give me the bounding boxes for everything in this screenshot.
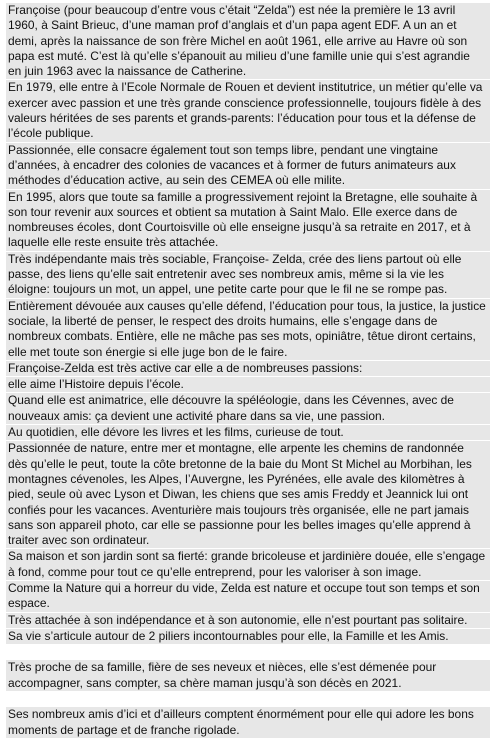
paragraph-career: En 1979, elle entre à l’Ecole Normale de Rouen et devient institutrice, un métier qu’elle va exercer avec passion et une très grande conscience professionnelle, toujours fidèle à des valeurs héritées de ses parents et grands-parents: l’éducation pour tous et la défense de l’école publique. xyxy=(6,79,490,141)
paragraph-birth: Françoise (pour beaucoup d’entre vous c’était “Zelda”) est née la première le 13 avril 1960, à Saint Brieuc, d’une maman prof d’anglais et d’un papa agent EDF. A un an et demi, après la naissance de son frère Michel en août 1961, elle arrive au Havre où son papa est muté. C’est là qu’elle s’épanouit au milieu d’une famille unie qui s’est agrandie en juin 1963 avec la naissance de Catherine. xyxy=(6,2,490,79)
paragraph-bretagne: En 1995, alors que toute sa famille a progressivement rejoint la Bretagne, elle souhaite à son tour revenir aux sources et obtient sa mutation à Saint Malo. Elle exerce dans de nombreuses écoles, dont Courtoisville où elle enseigne jusqu’à sa retraite en 2017, et à laquelle elle reste ensuite très attachée. xyxy=(6,189,490,251)
paragraph-independence: Très attachée à son indépendance et à son autonomie, elle n’est pourtant pas solitaire. xyxy=(6,612,490,628)
paragraph-pillars: Sa vie s’articule autour de 2 piliers incontournables pour elle, la Famille et les Amis. xyxy=(6,628,490,644)
paragraph-causes: Entièrement dévouée aux causes qu’elle défend, l’éducation pour tous, la justice, la justice sociale, la liberté de penser, le respect des droits humains, elle s’engage dans de nombreux combats. Entière, elle ne mâche pas ses mots, opiniâtre, têtue diront certains, elle met toute son énergie si elle juge bon de le faire. xyxy=(6,298,490,360)
paragraph-books-films: Au quotidien, elle dévore les livres et les films, curieuse de tout. xyxy=(6,424,490,440)
paragraph-nature: Passionnée de nature, entre mer et montagne, elle arpente les chemins de randonnée dès qu’elle le peut, toute la côte bretonne de la baie du Mont St Michel au Morbihan, les montagnes cévenoles, les Alpes, l’Auvergne, les Pyrénées, elle avale des kilomètres à pied, seule où avec Lyson et Diwan, les chiens que ses amis Freddy et Jeannick lui ont confiés pour les vacances. Aventurière mais toujours très organisée, elle ne part jamais sans son appareil photo, car elle se passionne pour les belles images qu’elle apprend à traiter avec son ordinateur. xyxy=(6,440,490,548)
blank-line xyxy=(6,691,490,706)
paragraph-sociable: Très indépendante mais très sociable, Françoise- Zelda, crée des liens partout où elle passe, des liens qu’elle sait entretenir avec ses nombreux amis, même si la vie les éloigne: toujours un mot, un appel, une petite carte pour que le fil ne se rompe pas. xyxy=(6,251,490,298)
paragraph-house-garden: Sa maison et son jardin sont sa fierté: grande bricoleuse et jardinière douée, elle s’engage à fond, comme pour tout ce qu’elle entreprend, pour les valoriser à son image. xyxy=(6,548,490,580)
paragraph-nature-void: Comme la Nature qui a horreur du vide, Zelda est nature et occupe tout son temps et son espace. xyxy=(6,580,490,612)
paragraph-passions-intro: Françoise-Zelda est très active car elle a de nombreuses passions: xyxy=(6,360,490,376)
paragraph-speleology: Quand elle est animatrice, elle découvre la spéléologie, dans les Cévennes, avec de nouveaux amis: ça devient une activité phare dans sa vie, une passion. xyxy=(6,392,490,424)
paragraph-family: Très proche de sa famille, fière de ses neveux et nièces, elle s’est démenée pour accompagner, sans compter, sa chère maman jusqu’à son décès en 2021. xyxy=(6,659,490,691)
paragraph-friends: Ses nombreux amis d’ici et d’ailleurs comptent énormément pour elle qui adore les bons moments de partage et de franche rigolade. xyxy=(6,706,490,738)
blank-line xyxy=(6,644,490,659)
paragraph-cemea: Passionnée, elle consacre également tout son temps libre, pendant une vingtaine d’années, à encadrer des colonies de vacances et à former de futurs animateurs aux méthodes d’éducation active, au sein des CEMEA où elle milite. xyxy=(6,142,490,189)
document-body xyxy=(6,2,490,738)
paragraph-history: elle aime l’Histoire depuis l’école. xyxy=(6,376,490,392)
